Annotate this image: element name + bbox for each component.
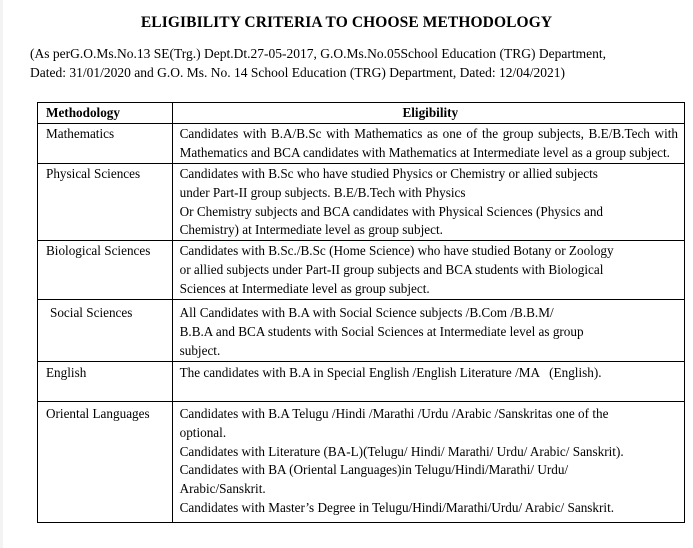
header-methodology: Methodology (38, 103, 173, 124)
eligibility-line: subject. (179, 342, 221, 358)
methodology-cell: English (38, 361, 173, 401)
methodology-cell: Biological Sciences (38, 241, 173, 300)
table-header-row (38, 103, 685, 124)
eligibility-line: B.B.A and BCA students with Social Sciences at Intermediate level as group (179, 323, 584, 339)
table-row (38, 241, 685, 300)
eligibility-cell: The candidates with B.A in Special English /English Literature /MA (English). (172, 361, 684, 401)
eligibility-line: optional. (179, 424, 227, 440)
subtitle-line-2: Dated: 31/01/2020 and G.O. Ms. No. 14 School Education (TRG) Department, Dated: 12/04/2021) (30, 65, 566, 80)
eligibility-cell: Candidates with B.A/B.Sc with Mathematics as one of the group subjects, B.E/B.Tech with Mathematics and BCA candidates with Mathematics at Intermediate level as a group subject. (172, 123, 684, 163)
eligibility-line: Or Chemistry subjects and BCA candidates with Physical Sciences (Physics and (179, 203, 604, 219)
eligibility-line: Candidates with B.A Telugu /Hindi /Marathi /Urdu /Arabic /Sanskritas one of the (179, 405, 609, 421)
eligibility-line: Candidates with Master’s Degree in Telugu/Hindi/Marathi/Urdu/ Arabic/ Sanskrit. (179, 500, 615, 516)
eligibility-cell (172, 241, 684, 300)
eligibility-cell (172, 163, 684, 241)
eligibility-cell (172, 300, 684, 362)
table-row (38, 361, 685, 401)
document-title: ELIGIBILITY CRITERIA TO CHOOSE METHODOLOGY (140, 14, 553, 31)
eligibility-line: Arabic/Sanskrit. (179, 481, 266, 497)
table-row (38, 401, 685, 522)
methodology-cell: Social Sciences (38, 300, 173, 362)
eligibility-table (37, 102, 685, 523)
eligibility-line: Candidates with Literature (BA-L)(Telugu/ Hindi/ Marathi/ Urdu/ Arabic/ Sanskrit). (179, 443, 624, 459)
methodology-cell: Physical Sciences (38, 163, 173, 241)
header-eligibility: Eligibility (172, 103, 684, 124)
eligibility-line: Sciences at Intermediate level as group subject. (179, 281, 430, 297)
eligibility-line: or allied subjects under Part-II group subjects and BCA students with Biological (179, 262, 604, 278)
eligibility-line: under Part-II group subjects. B.E/B.Tech with Physics (179, 184, 466, 200)
eligibility-cell (172, 401, 684, 522)
eligibility-line: Candidates with B.Sc./B.Sc (Home Science) who have studied Botany or Zoology (179, 243, 614, 259)
methodology-cell: Mathematics (38, 123, 173, 163)
methodology-cell: Oriental Languages (38, 401, 173, 522)
eligibility-line: Chemistry) at Intermediate level as group subject. (179, 222, 443, 238)
eligibility-line: Candidates with BA (Oriental Languages)in Telugu/Hindi/Marathi/ Urdu/ (179, 462, 569, 478)
document-subtitle (30, 44, 680, 82)
eligibility-line: All Candidates with B.A with Social Science subjects /B.Com /B.B.M/ (179, 305, 554, 321)
table-row (38, 163, 685, 241)
table-row (38, 300, 685, 362)
page-edge-shadow (0, 0, 3, 548)
table-row (38, 123, 685, 163)
eligibility-line: Candidates with B.Sc who have studied Physics or Chemistry or allied subjects (179, 165, 598, 181)
subtitle-line-1: (As perG.O.Ms.No.13 SE(Trg.) Dept.Dt.27-05-2017, G.O.Ms.No.05School Education (TRG) Department, (30, 46, 606, 61)
